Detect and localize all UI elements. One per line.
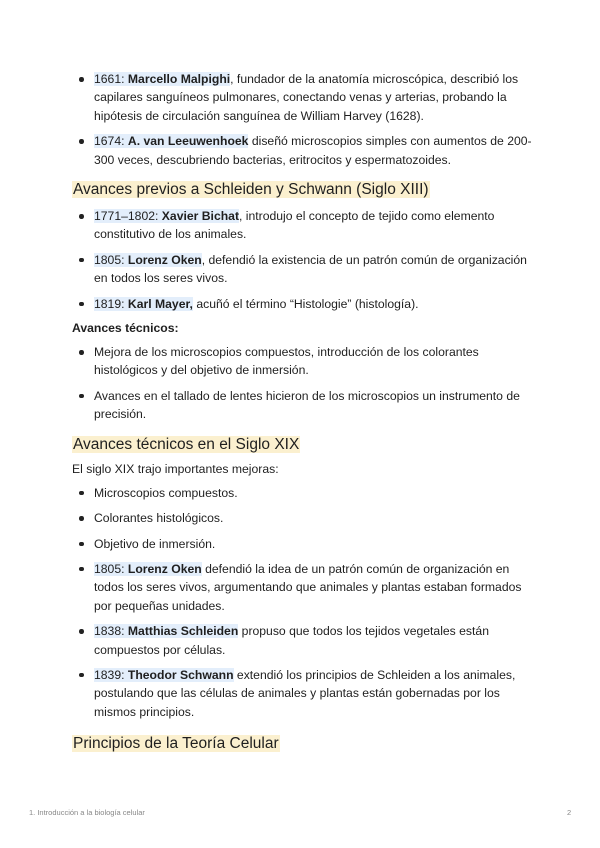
list-item: Avances en el tallado de lentes hicieron de los microscopios un instrumento de precisión. (72, 387, 532, 424)
list-item (72, 666, 532, 721)
year: 1805: (94, 252, 125, 267)
year: 1838: (94, 624, 125, 639)
person-name: Xavier Bichat (161, 209, 240, 224)
list-previos (72, 207, 532, 313)
list-item (72, 251, 532, 288)
year: 1805: (94, 561, 125, 576)
list-item (72, 132, 532, 169)
year: 1839: (94, 667, 125, 682)
list-item (72, 622, 532, 659)
list-item: Microscopios compuestos. (72, 484, 532, 502)
person-name: Matthias Schleiden (127, 624, 239, 639)
list-item: Objetivo de inmersión. (72, 535, 532, 553)
list-item (72, 295, 532, 313)
person-name: Lorenz Oken (127, 561, 202, 576)
section-intro: El siglo XIX trajo importantes mejoras: (72, 461, 279, 476)
footer-chapter-title: 1. Introducción a la biología celular (29, 808, 145, 817)
list-tech (72, 343, 532, 424)
person-name: Karl Mayer, (127, 296, 193, 311)
item-text: , defendió la existencia de un patrón común de organización en todos los seres vivos. (94, 252, 527, 286)
item-text: defendió la idea de un patrón común de organización en todos los seres vivos, argumentando que animales y plantas estaban formados por pequeñas unidades. (94, 561, 522, 613)
highlight (94, 209, 239, 223)
section-heading-principios: Principios de la Teoría Celular (73, 735, 279, 753)
item-text: , introdujo el concepto de tejido como elemento constitutivo de los animales. (94, 209, 495, 242)
item-text: , fundador de la anatomía microscópica, describió los capilares sanguíneos pulmonares, conectando venas y arterias, probando la hipótesis de circulación sanguínea de William Harvey (1628). (94, 72, 519, 123)
highlight (94, 253, 202, 267)
year: 1771–1802: (94, 209, 159, 224)
person-name: A. van Leeuwenhoek (127, 134, 249, 149)
section-heading-previos: Avances previos a Schleiden y Schwann (Siglo XIII) (73, 181, 429, 199)
section-heading-siglo-xix: Avances técnicos en el Siglo XIX (73, 435, 300, 453)
item-text: extendió los principios de Schleiden a los animales, postulando que las células de animales y plantas están gobernadas por los mismos principios. (94, 667, 516, 719)
highlight (94, 562, 202, 576)
footer-page-number: 2 (567, 808, 572, 817)
list-item (72, 560, 532, 615)
year: 1819: (94, 296, 125, 311)
highlight (94, 134, 248, 148)
subheading-avances-tecnicos: Avances técnicos: (72, 321, 179, 336)
item-text: acuñó el término “Histologie” (histología). (192, 296, 419, 311)
list-item: Mejora de los microscopios compuestos, introducción de los colorantes histológicos y del objetivo de inmersión. (72, 343, 532, 380)
item-text: diseñó microscopios simples con aumentos de 200-300 veces, descubriendo bacterias, eritrocitos y espermatozoides. (94, 134, 532, 167)
list-item (72, 70, 532, 125)
highlight (94, 72, 230, 86)
list-item: Colorantes histológicos. (72, 509, 532, 527)
document-page (72, 70, 532, 755)
highlight (94, 624, 238, 638)
person-name: Marcello Malpighi (127, 72, 231, 86)
list-item (72, 207, 532, 244)
list-siglo-xix (72, 484, 532, 721)
list-early-discoveries (72, 70, 532, 169)
highlight (94, 668, 234, 682)
item-text: propuso que todos los tejidos vegetales están compuestos por células. (94, 624, 489, 657)
year: 1674: (94, 134, 125, 149)
highlight (94, 297, 193, 311)
person-name: Theodor Schwann (127, 667, 234, 682)
year: 1661: (94, 72, 125, 86)
person-name: Lorenz Oken (127, 252, 202, 267)
